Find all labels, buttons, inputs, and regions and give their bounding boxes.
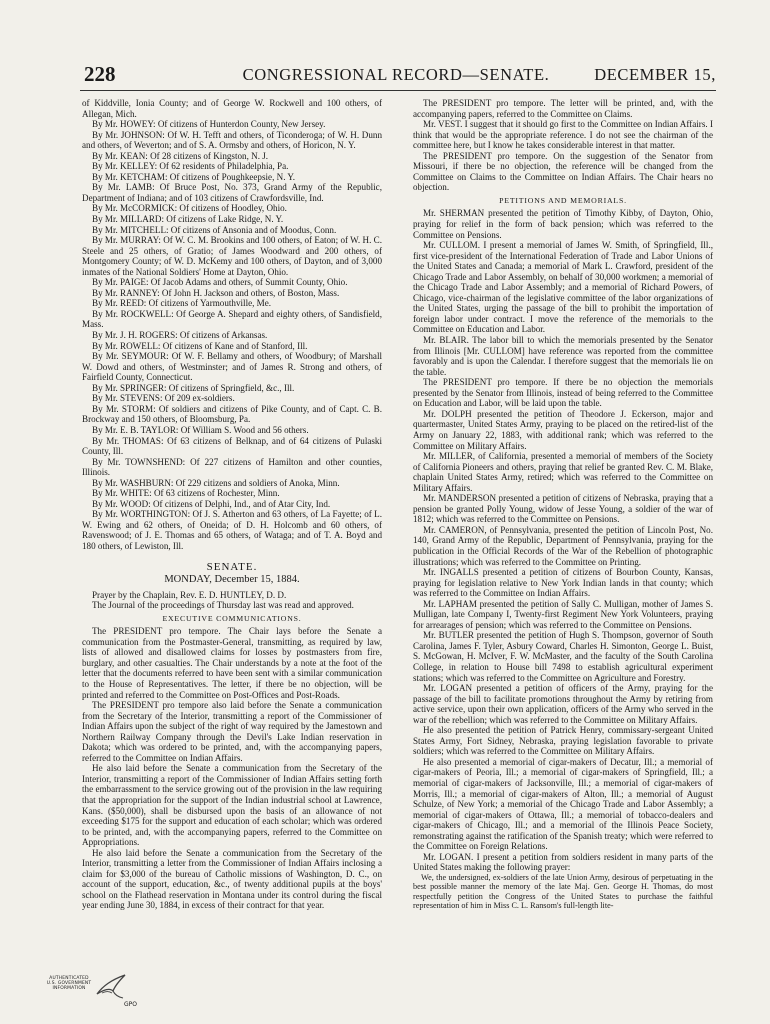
paragraph: By Mr. JOHNSON: Of W. H. Tefft and others, of Ticonderoga; of W. H. Dunn and others, of Weverton; and of S. A. Ormsby and others, of Horicon, N. Y. bbox=[82, 129, 382, 151]
stamp-text: AUTHENTICATED U.S. GOVERNMENT INFORMATION bbox=[46, 976, 92, 992]
paragraph: By Mr. KETCHAM: Of citizens of Poughkeepsie, N. Y. bbox=[92, 171, 296, 182]
paragraph: The PRESIDENT pro tempore. On the suggestion of the Senator from Missouri, if there be no objection, the reference will be changed from the Committee on Claims to the Committee on Indian Affairs. The Chair hears no objection. bbox=[413, 150, 713, 193]
paragraph: He also presented a memorial of cigar-makers of Decatur, Ill.; a memorial of cigar-makers of Peoria, Ill.; a memorial of cigar-makers of Springfield, Ill.; a memorial of cigar-makers of Jacksonville, Ill.; a memorial of cigar-makers of Morris, Ill.; a memorial of cigar-makers of Alton, Ill.; a memorial of August Schulze, of New York; a memorial of the Chicago Trade and Labor Assembly; a memorial of cigar-makers of Ottawa, Ill.; a memorial of tobacco-dealers and cigar-makers of Chicago, Ill.; and a memorial of the Illinois Peace Society, remonstrating against the ratification of the Spanish treaty; which were referred to the Committee on Foreign Relations. bbox=[413, 756, 713, 852]
paragraph: Mr. LOGAN presented a petition of officers of the Army, praying for the passage of the bill to facilitate promotions throughout the Army by retiring from active service, upon their own application, officers of the Army who served in the war of the rebellion; which was referred to the Committee on Military Affairs. bbox=[413, 683, 713, 725]
paragraph: By Mr. TOWNSHEND: Of 227 citizens of Hamilton and other counties, Illinois. bbox=[82, 456, 382, 478]
paragraph: Mr. MANDERSON presented a petition of citizens of Nebraska, praying that a pension be granted Polly Young, widow of Jesse Young, a soldier of the war of 1812; which was referred to the Committee on Pensions. bbox=[413, 493, 713, 525]
paragraph: By Mr. MILLARD: Of citizens of Lake Ridge, N. Y. bbox=[92, 214, 284, 225]
paragraph: By Mr. THOMAS: Of 63 citizens of Belknap, and of 64 citizens of Pulaski County, Ill. bbox=[82, 435, 382, 457]
page-number: 228 bbox=[84, 62, 116, 86]
paragraph: Mr. INGALLS presented a petition of citizens of Bourbon County, Kansas, praying for legislation relative to New York Indian lands in that county; which was referred to the Committee on Indian Affairs. bbox=[413, 567, 713, 599]
paragraph: The PRESIDENT pro tempore. The Chair lays before the Senate a communication from the Postmaster-General, transmitting, as required by law, lists of allowed and disallowed claims for losses by postmasters from fire, burglary, and other casualties. The Chair understands by a note at the foot of the letter that the documents referred to have been sent with a similar communication to the House of Representatives. The letter, if there be no objection, will be printed and referred to the Committee on Post-Offices and Post-Roads. bbox=[82, 626, 382, 700]
paragraph: Mr. SHERMAN presented the petition of Timothy Kibby, of Dayton, Ohio, praying for relief in the form of back pension; which was referred to the Committee on Pensions. bbox=[413, 208, 713, 240]
page-header bbox=[76, 60, 716, 88]
paragraph: By Mr. WORTHINGTON: Of J. S. Atherton and 63 others, of La Fayette; of L. W. Ewing and 62 others, of Oneida; of D. H. Holcomb and 60 others, of Ravenswood; of J. E. Thomas and 65 others, of Wataga; and of T. A. Boyd and 180 others, of Lewiston, Ill. bbox=[82, 509, 382, 551]
header-rule bbox=[80, 90, 716, 91]
paragraph: The Journal of the proceedings of Thursday last was read and approved. bbox=[92, 600, 354, 611]
running-title: CONGRESSIONAL RECORD—SENATE. bbox=[242, 65, 550, 84]
paragraph: By Mr. STORM: Of soldiers and citizens of Pike County, and of Capt. C. B. Brockway and 150 others, of Bloomsburg, Pa. bbox=[82, 403, 382, 425]
paragraph: Mr. DOLPH presented the petition of Theodore J. Eckerson, major and quartermaster, United States Army, praying to be placed on the retired-list of the Army on January 22, 1883, with additional rank; which was referred to the Committee on Military Affairs. bbox=[413, 408, 713, 451]
gpo-mark: GPO bbox=[124, 1001, 137, 1008]
paragraph: By Mr. RANNEY: Of John H. Jackson and others, of Boston, Mass. bbox=[92, 287, 340, 298]
paragraph: By Mr. J. H. ROGERS: Of citizens of Arkansas. bbox=[92, 330, 268, 341]
paragraph: Mr. LAPHAM presented the petition of Sally C. Mulligan, mother of James S. Mulligan, late Company I, Twenty-first Regiment New York Volunteers, praying for arrearages of pension; which was referred to the Committee on Pensions. bbox=[413, 598, 713, 630]
running-date: DECEMBER 15, bbox=[594, 65, 716, 84]
paragraph: By Mr. HOWEY: Of citizens of Hunterdon County, New Jersey. bbox=[92, 119, 326, 130]
right-column bbox=[413, 98, 713, 911]
paragraph: He also laid before the Senate a communication from the Secretary of the Interior, transmitting a letter from the Commissioner of Indian Affairs inclosing a claim for $3,000 of the bureau of Catholic missions of Washington, D. C., on account of the support, education, &c., of twenty additional pupils at the boys' school on the Flathead reservation in Montana under its control during the fiscal year ending June 30, 1884, in excess of their contract for that year. bbox=[82, 847, 382, 911]
session-date: MONDAY, December 15, 1884. bbox=[164, 574, 300, 586]
paragraph: By Mr. PAIGE: Of Jacob Adams and others, of Summit County, Ohio. bbox=[92, 277, 348, 288]
section-heading-executive-communications: EXECUTIVE COMMUNICATIONS. bbox=[162, 613, 302, 623]
paragraph: Mr. CULLOM. I present a memorial of James W. Smith, of Springfield, Ill., first vice-president of the International Federation of Trade and Labor Unions of the United States and Canada; a memorial of Mark L. Crawford, president of the Chicago Trade and Labor Assembly, on behalf of 30,000 workmen; a memorial of the Chicago Trade and Labor Assembly; and a memorial of Richard Powers, of Chicago, vice-chairman of the legislative committee of the labor organizations of the United States, urging the passage of the bill to prohibit the importation of foreign labor under contract. I move the reference of the memorials to the Committee on Education and Labor. bbox=[413, 240, 713, 335]
paragraph: By Mr. SPRINGER: Of citizens of Springfield, &c., Ill. bbox=[92, 382, 295, 393]
quoted-petition: We, the undersigned, ex-soldiers of the late Union Army, desirous of perpetuating in the best possible manner the memory of the late Maj. Gen. George H. Thomas, do most respectfully petition the Congress of the United States to purchase the faithful representation of him in Miss C. L. Ransom's full-length lite- bbox=[413, 872, 713, 911]
paragraph: The PRESIDENT pro tempore also laid before the Senate a communication from the Secretary of the Interior, transmitting a report of the Commissioner of Indian Affairs upon the subject of the right of way required by the Jamestown and Northern Railway Company through the Devil's Lake Indian reservation in Dakota; which was ordered to be printed, and, with the accompanying papers, referred to the Committee on Indian Affairs. bbox=[82, 700, 382, 763]
paragraph: The PRESIDENT pro tempore. The letter will be printed, and, with the accompanying papers, referred to the Committee on Claims. bbox=[413, 98, 713, 119]
paragraph: By Mr. STEVENS: Of 209 ex-soldiers. bbox=[92, 393, 235, 404]
section-heading-petitions: PETITIONS AND MEMORIALS. bbox=[499, 195, 627, 205]
paragraph: By Mr. WASHBURN: Of 229 citizens and soldiers of Anoka, Minn. bbox=[92, 477, 340, 488]
paragraph: He also laid before the Senate a communication from the Secretary of the Interior, transmitting a report of the Commissioner of Indian Affairs setting forth the embarrassment to the service growing out of the provision in the law requiring that the appropriation for the support of the Indian industrial school at Lawrence, Kans. ($50,000), shall be disbursed upon the basis of an allowance of not exceeding $175 for the support and education of each scholar; which was ordered to be printed, and, with the accompanying papers, referred to the Committee on Appropriations. bbox=[82, 763, 382, 848]
paragraph: By Mr. E. B. TAYLOR: Of William S. Wood and 56 others. bbox=[92, 424, 309, 435]
paragraph: By Mr. MURRAY: Of W. C. M. Brookins and 100 others, of Eaton; of W. H. C. Steele and 25 others, of Gratio; of James Woodward and 200 others, of Montgomery County; of W. D. McKemy and 100 others, of Dayton, and of 3,000 inmates of the National Soldiers' Home at Dayton, Ohio. bbox=[82, 235, 382, 277]
paragraph: Prayer by the Chaplain, Rev. E. D. HUNTLEY, D. D. bbox=[92, 589, 287, 600]
paragraph: Mr. MILLER, of California, presented a memorial of members of the Society of California Pioneers and others, praying that relief be granted Rev. C. M. Blake, chaplain United States Army, retired; which was referred to the Committee on Military Affairs. bbox=[413, 451, 713, 493]
eagle-icon bbox=[94, 972, 128, 1002]
paragraph: By Mr. LAMB: Of Bruce Post, No. 373, Grand Army of the Republic, Department of Indiana; and of 103 citizens of Crawfordsville, Ind. bbox=[82, 182, 382, 203]
paragraph: The PRESIDENT pro tempore. If there be no objection the memorials presented by the Senator from Illinois, instead of being referred to the Committee on Education and Labor, will be laid upon the table. bbox=[413, 377, 713, 409]
paragraph: Mr. BUTLER presented the petition of Hugh S. Thompson, governor of South Carolina, James F. Tyler, Asbury Coward, Charles H. Simonton, George L. Buist, S. McGowan, H. McIver, F. W. McMaster, and the faculty of the South Carolina College, in relation to House bill 7498 to establish agricultural experiment stations; which was referred to the Committee on Agriculture and Forestry. bbox=[413, 630, 713, 683]
paragraph: He also presented the petition of Patrick Henry, commissary-sergeant United States Army, Fort Sidney, Nebraska, praying legislation favorable to private soldiers; which was referred to the Committee on Military Affairs. bbox=[413, 725, 713, 757]
paragraph: By Mr. SEYMOUR: Of W. F. Bellamy and others, of Woodbury; of Marshall W. Dowd and others, of Westminster; and of James R. Strong and others, of Fairfield County, Connecticut. bbox=[82, 351, 382, 383]
paragraph: By Mr. WOOD: Of citizens of Delphi, Ind., and of Atar City, Ind. bbox=[92, 498, 331, 509]
paragraph: Mr. CAMERON, of Pennsylvania, presented the petition of Lincoln Post, No. 140, Grand Army of the Republic, Department of Pennsylvania, praying for the publication in the Official Records of the War of the Rebellion of photographic illustrations; which was referred to the Committee on Printing. bbox=[413, 524, 713, 567]
paragraph: By Mr. KEAN: Of 28 citizens of Kingston, N. J. bbox=[92, 150, 269, 161]
paragraph: By Mr. KELLEY: Of 62 residents of Philadelphia, Pa. bbox=[92, 161, 289, 172]
paragraph: By Mr. McCORMICK: Of citizens of Hoodley, Ohio. bbox=[92, 203, 287, 214]
paragraph: By Mr. ROCKWELL: Of George A. Shepard and eighty others, of Sandisfield, Mass. bbox=[82, 308, 382, 330]
paragraph: Mr. VEST. I suggest that it should go first to the Committee on Indian Affairs. I think that would be the appropriate reference. I do not see the chairman of the committee here, but I know he takes considerable interest in that matter. bbox=[413, 119, 713, 151]
section-heading-senate: SENATE. bbox=[206, 560, 258, 573]
paragraph: Mr. LOGAN. I present a petition from soldiers resident in many parts of the United States making the following prayer: bbox=[413, 851, 713, 873]
paragraph: By Mr. WHITE: Of 63 citizens of Rochester, Minn. bbox=[92, 488, 280, 499]
paragraph: of Kiddville, Ionia County; and of George W. Rockwell and 100 others, of Allegan, Mich. bbox=[82, 98, 382, 119]
left-column bbox=[82, 98, 382, 911]
paragraph: By Mr. MITCHELL: Of citizens of Ansonia and of Moodus, Conn. bbox=[92, 224, 337, 235]
paragraph: By Mr. ROWELL: Of citizens of Kane and of Stanford, Ill. bbox=[92, 340, 308, 351]
paragraph: Mr. BLAIR. The labor bill to which the memorials presented by the Senator from Illinois [Mr. CULLOM] have reference was reported from the committee favorably and is upon the Calendar. I therefore suggest that the memorials lie on the table. bbox=[413, 335, 713, 377]
gpo-authentication-stamp bbox=[40, 972, 137, 1012]
paragraph: By Mr. REED: Of citizens of Yarmouthville, Me. bbox=[92, 298, 272, 309]
